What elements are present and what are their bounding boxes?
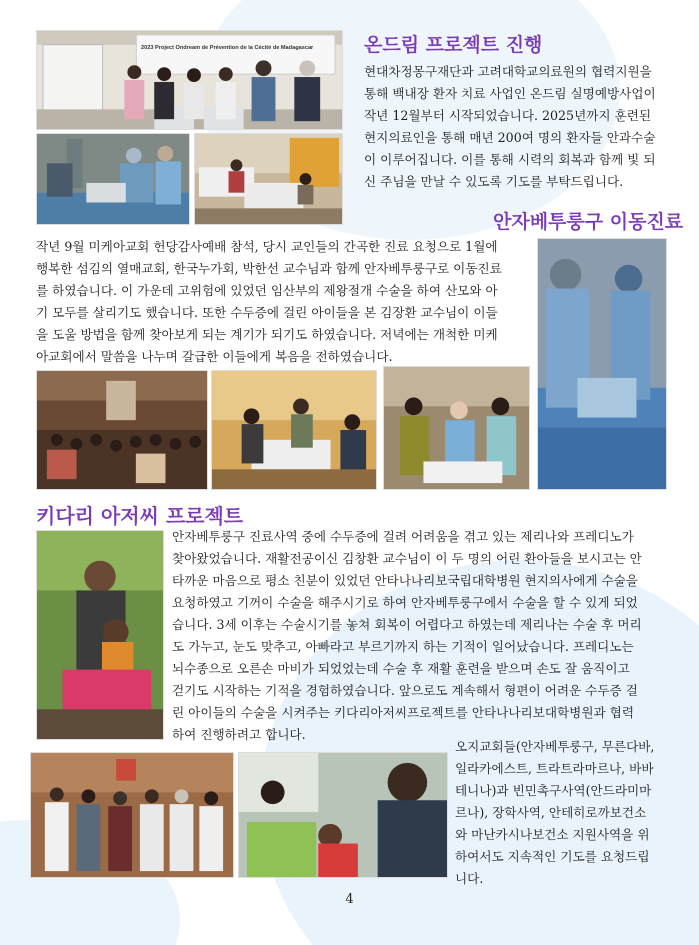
- text-line: 도 가누고, 눈도 맞추고, 아빠라고 부르기까지 하는 기적이 일어났습니다. 프레디노는: [172, 639, 634, 654]
- text-line: 현지의료인을 통해 매년 200여 명의 환자들 안과수술: [364, 130, 656, 145]
- heading-antsirabe: 안자베투룽구 이동진료: [493, 211, 684, 233]
- text-line: 테니나)과 빈민촉구사역(안드라미마: [455, 783, 652, 798]
- text-line: 습니다. 3세 이후는 수술시기를 놓쳐 회복이 어렵다고 하였는데 제리나는 수술 후 머리: [172, 617, 642, 632]
- text-line: 현대차정몽구재단과 고려대학교의료원의 협력지원을: [364, 64, 652, 79]
- text-line: 하여 진행하려고 합니다.: [172, 727, 306, 742]
- text-line: 작년 12월부터 시작되었습니다. 2025년까지 훈련된: [364, 108, 652, 123]
- photo-ondream-ward: [194, 133, 343, 225]
- text-line: 통해 백내장 환자 치료 사업인 온드림 실명예방사업이: [364, 86, 656, 101]
- text-line: 타까운 마음으로 평소 친분이 있었던 안타나나리보국립대학병원 현지의사에게 수술을: [172, 573, 638, 588]
- photo-antsirabe-church: [36, 370, 208, 490]
- text-line: 뇌수종으로 오른손 마비가 되었었는데 수술 후 재활 훈련을 받으며 손도 잘 움직이고: [172, 661, 630, 676]
- text-line: 요청하였고 기꺼이 수술을 해주시기로 하여 안자베투룽구에서 수술을 할 수 있게 되었: [172, 595, 638, 610]
- photo-kidari-hospital-staff: [30, 752, 234, 878]
- photo-antsirabe-consultation: [211, 370, 377, 490]
- photo-antsirabe-operation: [537, 238, 667, 490]
- text-line: 아교회에서 말씀을 나누며 갈급한 이들에게 복음을 전하였습니다.: [36, 349, 393, 364]
- text-line: 을 도울 방법을 함께 찾아보게 되는 계기가 되기도 하였습니다. 저녁에는 개척한 미케: [36, 327, 498, 342]
- text-line: 오지교회들(안자베투룽구, 무른다바,: [455, 739, 655, 754]
- photo-banner-text: 2023 Project Ondream de Prévention de la Cécité de Madagascar: [141, 45, 314, 51]
- text-line: 신 주님을 만날 수 있도록 기도를 부탁드립니다.: [364, 174, 624, 189]
- text-line: 걷기도 시작하는 기적을 경험하였습니다. 앞으로도 계속해서 형편이 어려운 수두증 걸: [172, 683, 638, 698]
- paragraph-closing: [455, 736, 667, 890]
- photo-kidari-mother-child: [36, 530, 164, 740]
- text-line: 를 하였습니다. 이 가운데 고위험에 있었던 임산부의 제왕절개 수술을 하여 산모와 아: [36, 283, 498, 298]
- photo-antsirabe-nurses: [383, 366, 530, 490]
- photo-kidari-child-checkup: [238, 752, 448, 878]
- photo-ondream-surgery: [36, 133, 190, 225]
- text-line: 기 모두를 살리기도 했습니다. 또한 수두증에 걸린 아이들을 본 김장환 교수님이 이들: [36, 305, 498, 320]
- text-line: 와 마난카시나보건소 지원사역을 위: [455, 827, 650, 842]
- page-number: 4: [345, 892, 354, 907]
- paragraph-ondream: [364, 61, 666, 193]
- photo-ondream-group: [36, 30, 343, 130]
- text-line: 이 이루어집니다. 이를 통해 시력의 회복과 함께 빛 되: [364, 152, 656, 167]
- text-line: 하여서도 지속적인 기도를 요청드립: [455, 849, 650, 864]
- paragraph-kidari: [172, 526, 666, 746]
- text-line: 찾아왔었습니다. 재활전공이신 김창환 교수님이 이 두 명의 어린 환아들을 보시고는 안: [172, 551, 642, 566]
- text-line: 르나), 장학사역, 안테히로까보건소: [455, 805, 647, 820]
- text-line: 안자베투룽구 진료사역 중에 수두증에 걸려 어려움을 겪고 있는 제리나와 프레디노가: [172, 529, 634, 544]
- heading-ondream: 온드림 프로젝트 진행: [364, 34, 543, 56]
- paragraph-antsirabe: [36, 236, 531, 368]
- text-line: 니다.: [455, 871, 484, 886]
- text-line: 행복한 섬김의 열매교회, 한국누가회, 박한선 교수님과 함께 안자베투룽구로 이동진료: [36, 261, 502, 276]
- text-line: 작년 9월 미케아교회 헌당감사예배 참석, 당시 교인들의 간곡한 진료 요청으로 1월에: [36, 239, 498, 254]
- text-line: 린 아이들의 수술을 시켜주는 키다리아저씨프로젝트를 안타나나리보대학병원과 협력: [172, 705, 634, 720]
- heading-kidari: 키다리 아저씨 프로젝트: [36, 504, 244, 528]
- text-line: 일라카에스트, 트라트라마르나, 바바: [455, 761, 654, 776]
